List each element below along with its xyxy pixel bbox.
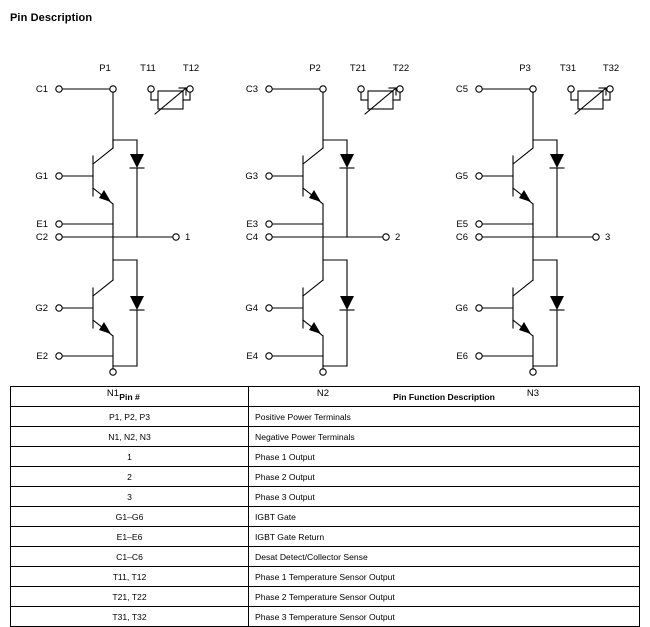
- table-row: [11, 607, 640, 627]
- label-p2: P2: [309, 63, 321, 74]
- terminal-out-3: [593, 234, 599, 240]
- terminal-e2: [56, 353, 62, 359]
- terminal-n2: [320, 369, 326, 375]
- terminal-t12: [187, 86, 193, 92]
- terminal-e4: [266, 353, 272, 359]
- terminal-g2: [56, 305, 62, 311]
- label-c4: C4: [245, 232, 258, 243]
- label-c2: C2: [35, 232, 48, 243]
- terminal-t32: [607, 86, 613, 92]
- terminal-e3: [266, 221, 272, 227]
- cell-pin: C1–C6: [11, 547, 249, 567]
- table-header-row: [11, 387, 640, 407]
- table-row: [11, 527, 640, 547]
- terminal-t11: [148, 86, 154, 92]
- label-g2: G2: [35, 303, 48, 314]
- terminal-c4: [266, 234, 272, 240]
- table-row: [11, 487, 640, 507]
- table-row: [11, 567, 640, 587]
- label-out-2: 2: [395, 232, 401, 243]
- terminal-e6: [476, 353, 482, 359]
- cell-pin: T11, T12: [11, 567, 249, 587]
- terminal-t21: [358, 86, 364, 92]
- label-t11: T11: [140, 63, 156, 74]
- label-e5: E5: [456, 219, 468, 230]
- label-out-1: 1: [185, 232, 191, 243]
- label-e3: E3: [246, 219, 258, 230]
- terminal-p2: [320, 86, 326, 92]
- label-e6: E6: [456, 351, 468, 362]
- cell-description: Phase 3 Temperature Sensor Output: [249, 607, 640, 627]
- label-g4: G4: [245, 303, 258, 314]
- phase-1-group: [56, 86, 193, 375]
- table-row: [11, 447, 640, 467]
- phase-2-group: [266, 86, 403, 375]
- terminal-p1: [110, 86, 116, 92]
- cell-pin: G1–G6: [11, 507, 249, 527]
- terminal-c6: [476, 234, 482, 240]
- cell-description: Phase 3 Output: [249, 487, 640, 507]
- cell-pin: 2: [11, 467, 249, 487]
- terminal-g6: [476, 305, 482, 311]
- table-row: [11, 427, 640, 447]
- table-row: [11, 407, 640, 427]
- terminal-e5: [476, 221, 482, 227]
- cell-description: IGBT Gate Return: [249, 527, 640, 547]
- label-c1: C1: [35, 84, 48, 95]
- label-g5: G5: [455, 171, 468, 182]
- terminal-c5: [476, 86, 482, 92]
- cell-description: Phase 2 Output: [249, 467, 640, 487]
- table-row: [11, 467, 640, 487]
- cell-pin: E1–E6: [11, 527, 249, 547]
- terminal-p3: [530, 86, 536, 92]
- terminal-t22: [397, 86, 403, 92]
- terminal-out-1: [173, 234, 179, 240]
- thermistor-3-symbol: [571, 88, 610, 114]
- label-t31: T31: [559, 63, 577, 74]
- terminal-t31: [568, 86, 574, 92]
- terminal-g1: [56, 173, 62, 179]
- thermistor-1-symbol: [151, 88, 190, 114]
- cell-pin: N1, N2, N3: [11, 427, 249, 447]
- page-title: Pin Description: [10, 12, 93, 24]
- terminal-g3: [266, 173, 272, 179]
- terminal-n3: [530, 369, 536, 375]
- cell-pin: T31, T32: [11, 607, 249, 627]
- label-e1: E1: [36, 219, 48, 230]
- label-c6: C6: [455, 232, 468, 243]
- header-pin: Pin #: [11, 387, 249, 407]
- header-description: Pin Function Description: [249, 387, 640, 407]
- cell-description: Phase 2 Temperature Sensor Output: [249, 587, 640, 607]
- table-row: [11, 587, 640, 607]
- label-t32: T32: [602, 63, 620, 74]
- terminal-c2: [56, 234, 62, 240]
- terminal-out-2: [383, 234, 389, 240]
- label-g1: G1: [35, 171, 48, 182]
- label-e4: E4: [246, 351, 258, 362]
- terminal-e1: [56, 221, 62, 227]
- cell-pin: 1: [11, 447, 249, 467]
- cell-pin: P1, P2, P3: [11, 407, 249, 427]
- table-row: [11, 507, 640, 527]
- phase-3-group: [476, 86, 613, 375]
- cell-description: Positive Power Terminals: [249, 407, 640, 427]
- label-p3: P3: [519, 63, 531, 74]
- cell-pin: 3: [11, 487, 249, 507]
- label-c5: C5: [455, 84, 468, 95]
- terminal-g5: [476, 173, 482, 179]
- table-body: [11, 407, 640, 627]
- cell-description: IGBT Gate: [249, 507, 640, 527]
- cell-description: Desat Detect/Collector Sense: [249, 547, 640, 567]
- label-t12: T12: [182, 63, 200, 74]
- label-c3: C3: [245, 84, 258, 95]
- label-e2: E2: [36, 351, 48, 362]
- label-t21: T21: [349, 63, 367, 74]
- label-n1: N1: [106, 388, 120, 399]
- label-n3: N3: [526, 388, 540, 399]
- terminal-c1: [56, 86, 62, 92]
- cell-pin: T21, T22: [11, 587, 249, 607]
- terminal-g4: [266, 305, 272, 311]
- table-row: [11, 547, 640, 567]
- label-out-3: 3: [605, 232, 611, 243]
- terminal-c3: [266, 86, 272, 92]
- label-p1: P1: [99, 63, 111, 74]
- label-n2: N2: [316, 388, 330, 399]
- pin-description-table: [10, 386, 640, 627]
- cell-description: Negative Power Terminals: [249, 427, 640, 447]
- label-g3: G3: [245, 171, 258, 182]
- cell-description: Phase 1 Output: [249, 447, 640, 467]
- label-t22: T22: [392, 63, 410, 74]
- cell-description: Phase 1 Temperature Sensor Output: [249, 567, 640, 587]
- label-g6: G6: [455, 303, 468, 314]
- terminal-n1: [110, 369, 116, 375]
- thermistor-2-symbol: [361, 88, 400, 114]
